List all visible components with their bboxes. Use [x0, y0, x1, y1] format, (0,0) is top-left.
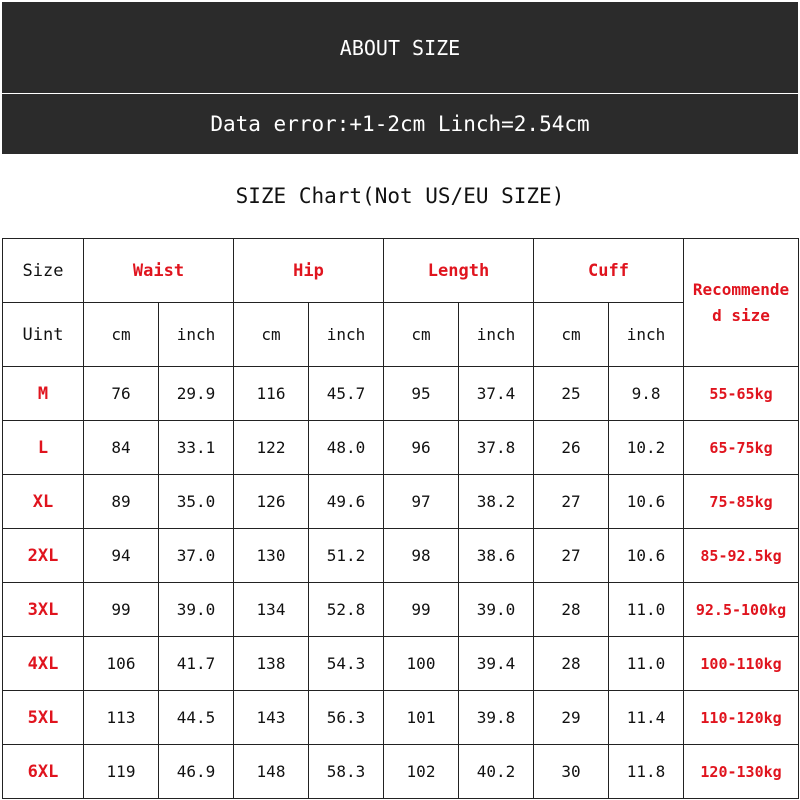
hip-inch-cell: 45.7 — [309, 367, 384, 421]
header-row-unit — [3, 303, 799, 367]
table-row — [3, 367, 799, 421]
waist-cm-cell: 99 — [84, 583, 159, 637]
size-cell: 4XL — [3, 637, 84, 691]
cuff-cm-cell: 28 — [534, 637, 609, 691]
waist-cm-cell: 119 — [84, 745, 159, 799]
hip-inch-cell: 52.8 — [309, 583, 384, 637]
recommended-weight-cell: 75-85kg — [684, 475, 799, 529]
recommended-weight-cell: 110-120kg — [684, 691, 799, 745]
cuff-inch-cell: 10.6 — [609, 475, 684, 529]
cuff-inch-cell: 11.8 — [609, 745, 684, 799]
waist-inch-cell: 29.9 — [159, 367, 234, 421]
hip-inch-cell: 54.3 — [309, 637, 384, 691]
cuff-inch-cell: 11.0 — [609, 583, 684, 637]
length-inch-cell: 37.8 — [459, 421, 534, 475]
data-error-banner — [2, 94, 798, 154]
waist-cm-header: cm — [84, 303, 159, 367]
size-cell: 5XL — [3, 691, 84, 745]
waist-cm-cell: 113 — [84, 691, 159, 745]
length-cm-header: cm — [384, 303, 459, 367]
about-size-title: ABOUT SIZE — [339, 35, 461, 60]
hip-inch-cell: 56.3 — [309, 691, 384, 745]
waist-cm-cell: 94 — [84, 529, 159, 583]
length-inch-cell: 37.4 — [459, 367, 534, 421]
cuff-cm-cell: 27 — [534, 475, 609, 529]
table-row — [3, 421, 799, 475]
cuff-inch-cell: 10.2 — [609, 421, 684, 475]
recommended-size-header — [684, 239, 799, 367]
table-row — [3, 637, 799, 691]
cuff-inch-header: inch — [609, 303, 684, 367]
length-inch-cell: 38.6 — [459, 529, 534, 583]
hip-header: Hip — [234, 239, 384, 303]
waist-cm-cell: 89 — [84, 475, 159, 529]
table-row — [3, 475, 799, 529]
waist-cm-cell: 84 — [84, 421, 159, 475]
length-inch-cell: 40.2 — [459, 745, 534, 799]
cuff-inch-cell: 11.0 — [609, 637, 684, 691]
cuff-cm-cell: 26 — [534, 421, 609, 475]
hip-cm-header: cm — [234, 303, 309, 367]
size-cell: L — [3, 421, 84, 475]
table-row — [3, 583, 799, 637]
cuff-header: Cuff — [534, 239, 684, 303]
waist-inch-cell: 46.9 — [159, 745, 234, 799]
length-cm-cell: 101 — [384, 691, 459, 745]
recommended-weight-cell: 120-130kg — [684, 745, 799, 799]
waist-inch-cell: 44.5 — [159, 691, 234, 745]
size-cell: 6XL — [3, 745, 84, 799]
cuff-cm-cell: 29 — [534, 691, 609, 745]
length-cm-cell: 98 — [384, 529, 459, 583]
cuff-inch-cell: 10.6 — [609, 529, 684, 583]
length-inch-cell: 38.2 — [459, 475, 534, 529]
size-chart-title — [2, 154, 798, 237]
table-row — [3, 529, 799, 583]
length-inch-cell: 39.8 — [459, 691, 534, 745]
table-row — [3, 745, 799, 799]
size-cell: M — [3, 367, 84, 421]
length-inch-cell: 39.4 — [459, 637, 534, 691]
table-row — [3, 691, 799, 745]
waist-cm-cell: 106 — [84, 637, 159, 691]
cuff-cm-header: cm — [534, 303, 609, 367]
waist-inch-cell: 37.0 — [159, 529, 234, 583]
hip-cm-cell: 116 — [234, 367, 309, 421]
hip-cm-cell: 148 — [234, 745, 309, 799]
length-cm-cell: 96 — [384, 421, 459, 475]
hip-cm-cell: 143 — [234, 691, 309, 745]
hip-cm-cell: 134 — [234, 583, 309, 637]
length-cm-cell: 102 — [384, 745, 459, 799]
length-inch-header: inch — [459, 303, 534, 367]
waist-cm-cell: 76 — [84, 367, 159, 421]
cuff-cm-cell: 25 — [534, 367, 609, 421]
length-cm-cell: 100 — [384, 637, 459, 691]
waist-header: Waist — [84, 239, 234, 303]
size-cell: 3XL — [3, 583, 84, 637]
hip-inch-header: inch — [309, 303, 384, 367]
hip-cm-cell: 126 — [234, 475, 309, 529]
hip-cm-cell: 130 — [234, 529, 309, 583]
recommended-weight-cell: 92.5-100kg — [684, 583, 799, 637]
recommended-size-header-line2: d size — [712, 305, 770, 325]
hip-cm-cell: 122 — [234, 421, 309, 475]
cuff-cm-cell: 27 — [534, 529, 609, 583]
length-header: Length — [384, 239, 534, 303]
length-cm-cell: 97 — [384, 475, 459, 529]
size-cell: XL — [3, 475, 84, 529]
waist-inch-cell: 41.7 — [159, 637, 234, 691]
waist-inch-header: inch — [159, 303, 234, 367]
hip-inch-cell: 51.2 — [309, 529, 384, 583]
cuff-inch-cell: 11.4 — [609, 691, 684, 745]
hip-inch-cell: 58.3 — [309, 745, 384, 799]
hip-cm-cell: 138 — [234, 637, 309, 691]
recommended-weight-cell: 85-92.5kg — [684, 529, 799, 583]
recommended-weight-cell: 65-75kg — [684, 421, 799, 475]
size-header: Size — [3, 239, 84, 303]
size-cell: 2XL — [3, 529, 84, 583]
hip-inch-cell: 49.6 — [309, 475, 384, 529]
length-cm-cell: 99 — [384, 583, 459, 637]
recommended-size-header-line1: Recommende — [692, 279, 790, 299]
about-size-banner — [2, 2, 798, 93]
cuff-inch-cell: 9.8 — [609, 367, 684, 421]
recommended-weight-cell: 55-65kg — [684, 367, 799, 421]
size-table — [2, 238, 799, 799]
cuff-cm-cell: 28 — [534, 583, 609, 637]
hip-inch-cell: 48.0 — [309, 421, 384, 475]
waist-inch-cell: 39.0 — [159, 583, 234, 637]
waist-inch-cell: 33.1 — [159, 421, 234, 475]
header-row-measure — [3, 239, 799, 303]
unit-header: Uint — [3, 303, 84, 367]
length-cm-cell: 95 — [384, 367, 459, 421]
recommended-weight-cell: 100-110kg — [684, 637, 799, 691]
cuff-cm-cell: 30 — [534, 745, 609, 799]
waist-inch-cell: 35.0 — [159, 475, 234, 529]
size-chart-title-text: SIZE Chart(Not US/EU SIZE) — [235, 183, 565, 208]
length-inch-cell: 39.0 — [459, 583, 534, 637]
data-error-text: Data error:+1-2cm Linch=2.54cm — [210, 112, 590, 136]
